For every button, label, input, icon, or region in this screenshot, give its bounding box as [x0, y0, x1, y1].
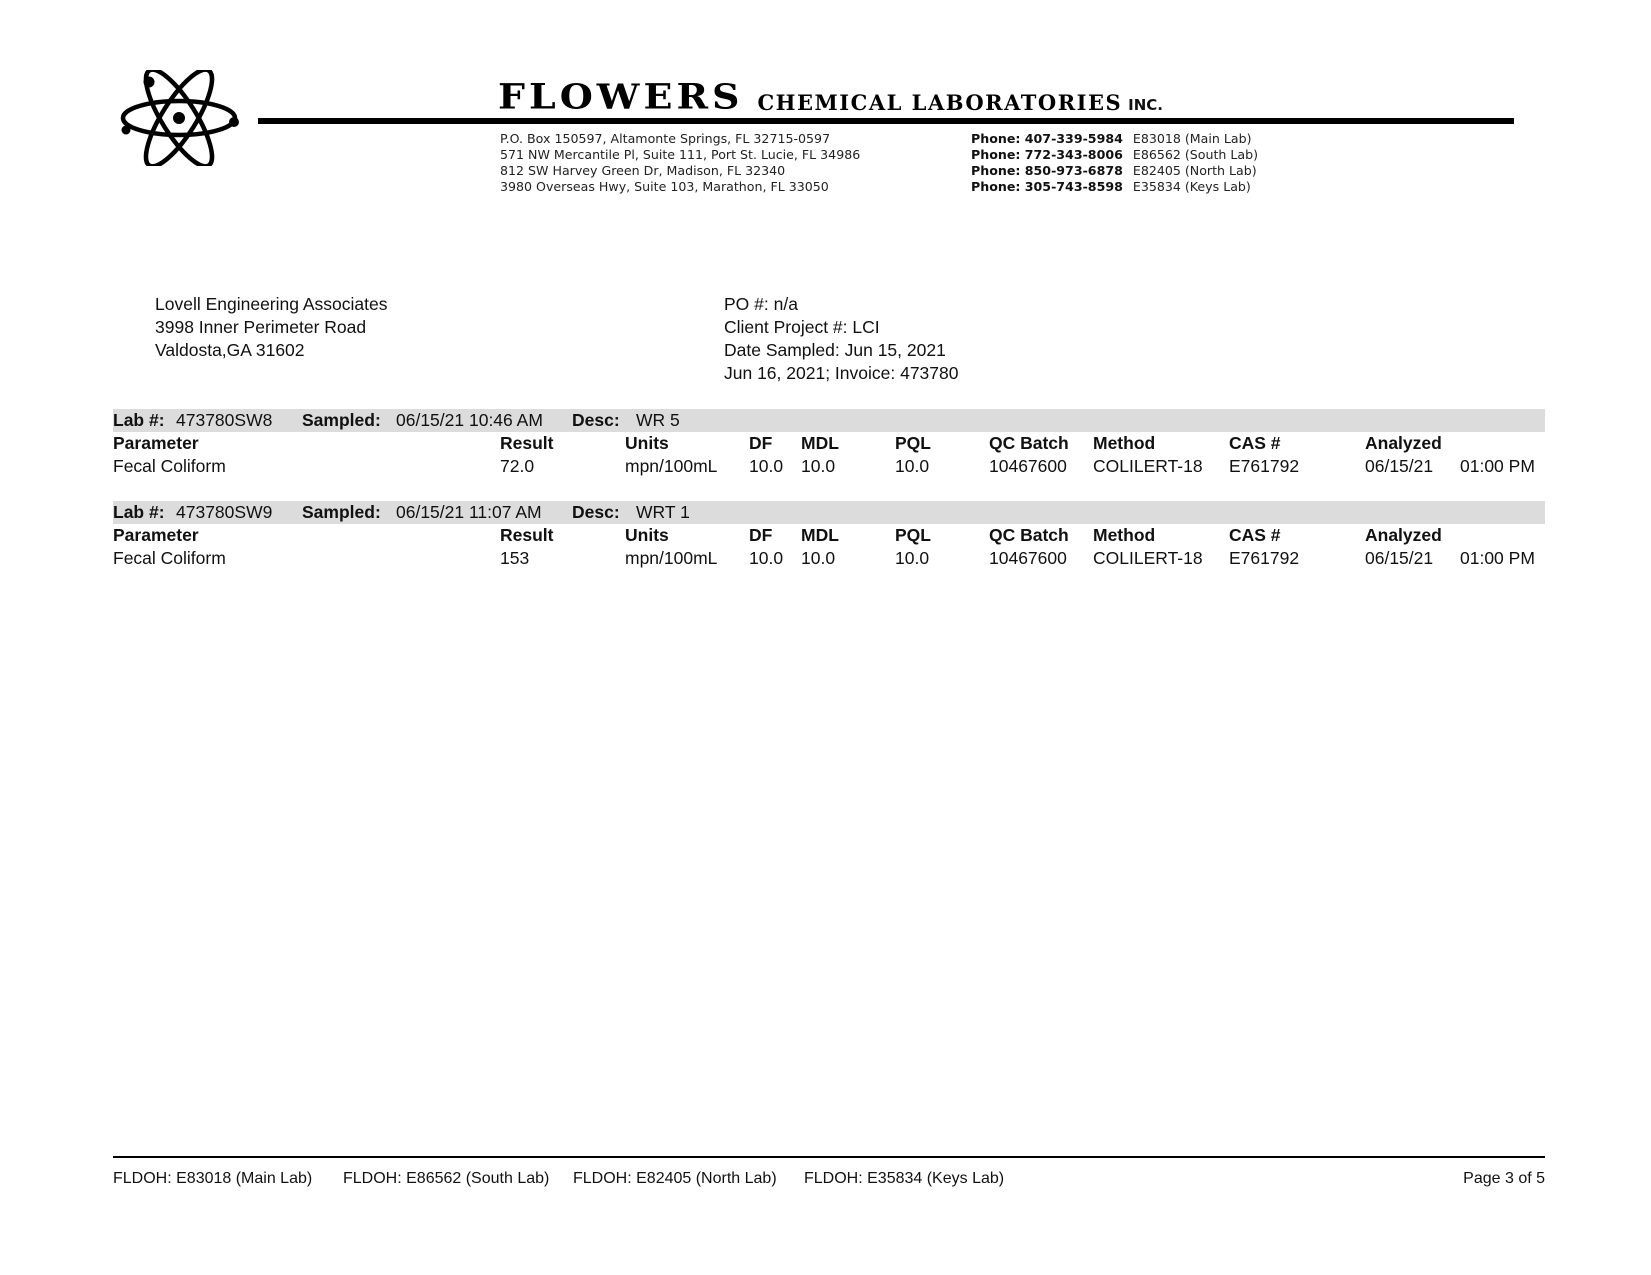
desc-label: Desc:: [572, 410, 620, 430]
phone-number: Phone: 305-743-8598: [971, 179, 1123, 194]
page-number: Page 3 of 5: [1463, 1170, 1545, 1187]
sampled-label: Sampled:: [302, 502, 381, 522]
cell-df: 10.0: [749, 456, 784, 476]
client-street: 3998 Inner Perimeter Road: [155, 317, 367, 337]
lab-code: E35834 (Keys Lab): [1132, 179, 1251, 194]
client-city: Valdosta,GA 31602: [155, 340, 305, 360]
cell-pql: 10.0: [895, 456, 930, 476]
cell-result: 72.0: [500, 456, 535, 476]
col-analyzed: Analyzed: [1365, 433, 1442, 453]
col-qc-batch: QC Batch: [989, 433, 1069, 453]
cell-units: mpn/100mL: [625, 456, 718, 476]
col-parameter: Parameter: [113, 525, 199, 545]
sample-block: [113, 501, 1545, 570]
sample-header: [113, 409, 1545, 432]
footer-keys-lab: FLDOH: E35834 (Keys Lab): [804, 1170, 1005, 1187]
lab-phones: [971, 131, 1258, 195]
phone-line: [971, 147, 1258, 163]
table-header-row: [113, 524, 1545, 547]
lab-number-label: Lab #:: [113, 502, 165, 522]
col-analyzed: Analyzed: [1365, 525, 1442, 545]
footer-main-lab: FLDOH: E83018 (Main Lab): [113, 1170, 313, 1187]
cell-mdl: 10.0: [801, 456, 836, 476]
col-qc-batch: QC Batch: [989, 525, 1069, 545]
phone-line: [971, 131, 1258, 147]
address-line: 812 SW Harvey Green Dr, Madison, FL 32340: [500, 163, 786, 178]
footer-north-lab: FLDOH: E82405 (North Lab): [573, 1170, 777, 1187]
lab-code: E83018 (Main Lab): [1132, 131, 1252, 146]
address-line: 571 NW Mercantile Pl, Suite 111, Port St. Lucie, FL 34986: [500, 147, 861, 162]
col-mdl: MDL: [801, 433, 839, 453]
col-method: Method: [1093, 525, 1156, 545]
cell-qc-batch: 10467600: [989, 548, 1067, 568]
cell-mdl: 10.0: [801, 548, 836, 568]
cell-method: COLILERT-18: [1093, 456, 1203, 476]
client-name: Lovell Engineering Associates: [155, 294, 388, 314]
table-row: [113, 547, 1545, 570]
col-result: Result: [500, 525, 554, 545]
company-suffix: INC.: [1128, 96, 1163, 114]
client-address: [155, 293, 388, 362]
col-df: DF: [749, 525, 773, 545]
cell-cas: E761792: [1229, 456, 1300, 476]
cell-analyzed-date: 06/15/21: [1365, 548, 1434, 568]
cell-analyzed-date: 06/15/21: [1365, 456, 1434, 476]
date-sampled: Date Sampled: Jun 15, 2021: [724, 340, 946, 360]
header-rule: [258, 118, 1514, 124]
sampled-datetime: 06/15/21 11:07 AM: [396, 502, 542, 522]
phone-line: [971, 179, 1258, 195]
col-pql: PQL: [895, 433, 931, 453]
col-cas: CAS #: [1229, 525, 1281, 545]
col-cas: CAS #: [1229, 433, 1281, 453]
cell-analyzed-time: 01:00 PM: [1460, 548, 1535, 568]
invoice-line: Jun 16, 2021; Invoice: 473780: [724, 363, 959, 383]
col-method: Method: [1093, 433, 1156, 453]
cell-analyzed-time: 01:00 PM: [1460, 456, 1535, 476]
table-header-row: [113, 432, 1545, 455]
footer-rule: [113, 1156, 1545, 1158]
cell-parameter: Fecal Coliform: [113, 456, 226, 476]
col-units: Units: [625, 433, 669, 453]
po-number: PO #: n/a: [724, 294, 798, 314]
project-info: [724, 293, 959, 385]
sample-description: WRT 1: [636, 502, 690, 522]
cell-result: 153: [500, 548, 530, 568]
lab-code: E86562 (South Lab): [1132, 147, 1259, 162]
desc-label: Desc:: [572, 502, 620, 522]
cell-parameter: Fecal Coliform: [113, 548, 226, 568]
cell-method: COLILERT-18: [1093, 548, 1203, 568]
phone-number: Phone: 850-973-6878: [971, 163, 1123, 178]
sampled-datetime: 06/15/21 10:46 AM: [396, 410, 543, 430]
lab-number: 473780SW8: [176, 410, 273, 430]
cell-pql: 10.0: [895, 548, 930, 568]
phone-number: Phone: 407-339-5984: [971, 131, 1123, 146]
lab-number: 473780SW9: [176, 502, 273, 522]
col-units: Units: [625, 525, 669, 545]
sampled-label: Sampled:: [302, 410, 381, 430]
atom-icon: [118, 70, 240, 166]
cell-cas: E761792: [1229, 548, 1300, 568]
col-pql: PQL: [895, 525, 931, 545]
address-line: 3980 Overseas Hwy, Suite 103, Marathon, FL 33050: [500, 179, 829, 194]
phone-number: Phone: 772-343-8006: [971, 147, 1123, 162]
sample-header: [113, 501, 1545, 524]
client-project: Client Project #: LCI: [724, 317, 880, 337]
phone-line: [971, 163, 1258, 179]
col-df: DF: [749, 433, 773, 453]
page-footer: [113, 1168, 1545, 1190]
lab-number-label: Lab #:: [113, 410, 165, 430]
address-line: P.O. Box 150597, Altamonte Springs, FL 32715-0597: [500, 131, 831, 146]
col-mdl: MDL: [801, 525, 839, 545]
sample-description: WR 5: [636, 410, 680, 430]
cell-df: 10.0: [749, 548, 784, 568]
footer-south-lab: FLDOH: E86562 (South Lab): [343, 1170, 550, 1187]
table-row: [113, 455, 1545, 478]
company-name-rest: CHEMICAL LABORATORIES: [757, 90, 1123, 115]
col-result: Result: [500, 433, 554, 453]
col-parameter: Parameter: [113, 433, 199, 453]
cell-qc-batch: 10467600: [989, 456, 1067, 476]
lab-code: E82405 (North Lab): [1132, 163, 1257, 178]
cell-units: mpn/100mL: [625, 548, 718, 568]
sample-block: [113, 409, 1545, 478]
lab-addresses: [500, 131, 860, 195]
company-name: FLOWERS: [498, 76, 744, 117]
company-wordmark: [498, 74, 1163, 119]
